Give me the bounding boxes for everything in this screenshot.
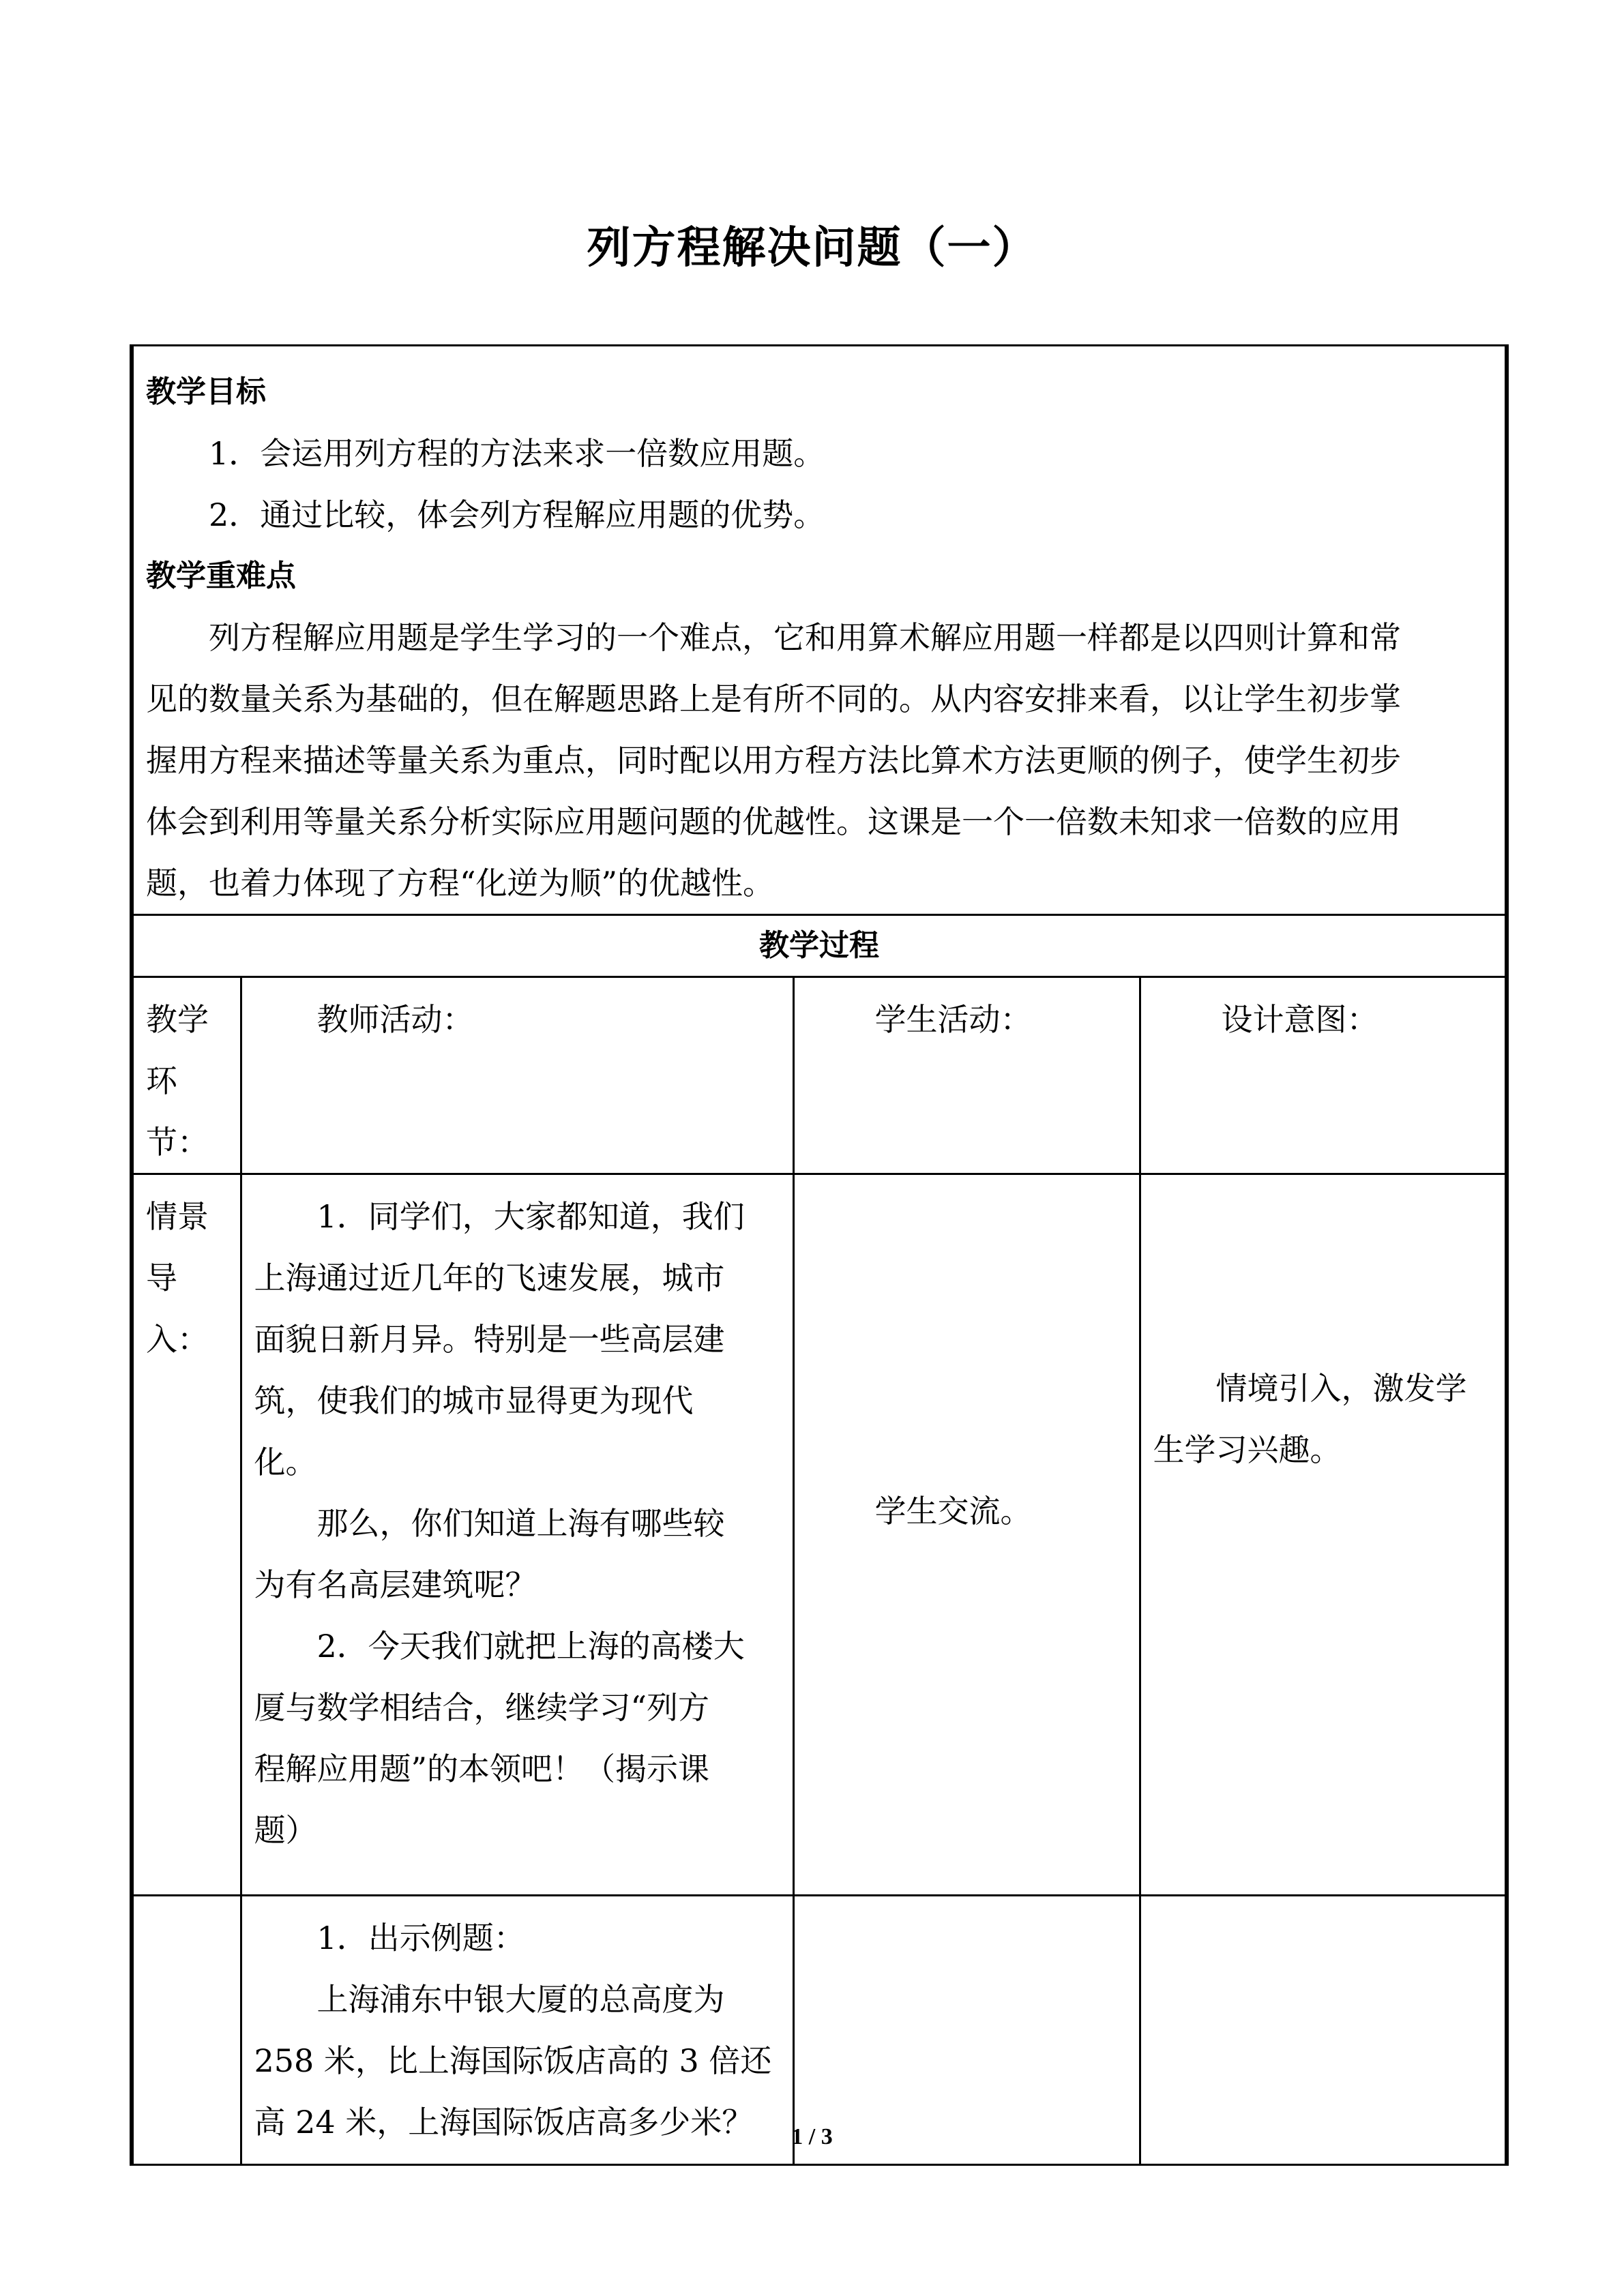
student-activity-header (793, 977, 1140, 1174)
stage-header-line: 环 (146, 1062, 177, 1099)
document-title: 列方程解决问题（一） (587, 223, 1037, 273)
teacher-line: 面貌日新月异。特别是一些高层建 (254, 1321, 725, 1358)
table-row (132, 1174, 1507, 1896)
student-activity-cell (793, 1174, 1140, 1896)
design-line: 情境引入，激发学 (1215, 1370, 1467, 1407)
lesson-plan-table (130, 344, 1509, 2166)
teacher-activity-cell (241, 1174, 793, 1896)
teacher-line: 上海浦东中银大厦的总高度为 (316, 1981, 725, 2018)
stage-cell (132, 1174, 241, 1896)
key-points-line: 列方程解应用题是学生学习的一个难点，它和用算术解应用题一样都是以四则计算和常 (209, 619, 1401, 656)
stage-header-line: 教学 (146, 1001, 209, 1038)
objective-item-1: 1．会运用列方程的方法来求一倍数应用题。 (209, 435, 825, 472)
stage-header (132, 977, 241, 1174)
teacher-line: 上海通过近几年的飞速发展，城市 (254, 1259, 725, 1296)
objective-item-2: 2．通过比较，体会列方程解应用题的优势。 (209, 496, 825, 533)
teacher-line: 258 米，比上海国际饭店高的 3 倍还 (254, 2042, 772, 2079)
teacher-line: 那么，你们知道上海有哪些较 (316, 1505, 725, 1542)
teacher-line: 筑，使我们的城市显得更为现代 (254, 1382, 694, 1419)
design-line: 生学习兴趣。 (1153, 1431, 1342, 1468)
stage-line: 导 (146, 1259, 177, 1296)
page-number: 1 / 3 (791, 2124, 833, 2149)
design-intent-cell (1140, 1174, 1507, 1896)
student-line: 学生交流。 (874, 1493, 1032, 1530)
teacher-line: 2．今天我们就把上海的高楼大 (316, 1628, 745, 1665)
design-header-label: 设计意图： (1221, 1001, 1378, 1038)
stage-line: 情景 (146, 1198, 209, 1235)
design-intent-header (1140, 977, 1507, 1174)
teacher-line: 题） (254, 1812, 317, 1849)
teacher-line: 1．同学们，大家都知道，我们 (316, 1198, 745, 1235)
key-points-heading: 教学重难点 (146, 558, 296, 593)
column-header-row (132, 977, 1507, 1174)
teacher-header-label: 教师活动： (316, 1001, 474, 1038)
student-header-label: 学生活动： (874, 1001, 1032, 1038)
teacher-line: 高 24 米，上海国际饭店高多少米？ (254, 2104, 754, 2141)
teacher-line: 为有名高层建筑呢？ (254, 1566, 537, 1603)
stage-line: 入： (146, 1321, 209, 1358)
objectives-heading: 教学目标 (146, 374, 266, 409)
process-heading: 教学过程 (759, 928, 879, 963)
process-heading-row (132, 915, 1507, 977)
teacher-line: 程解应用题”的本领吧！（揭示课 (254, 1750, 710, 1787)
objectives-section (132, 346, 1507, 915)
teacher-line: 厦与数学相结合，继续学习“列方 (254, 1689, 710, 1726)
teacher-line: 化。 (254, 1444, 317, 1480)
key-points-line: 握用方程来描述等量关系为重点，同时配以用方程方法比算术方法更顺的例子，使学生初步 (146, 742, 1401, 779)
key-points-line: 见的数量关系为基础的，但在解题思路上是有所不同的。从内容安排来看，以让学生初步掌 (146, 681, 1401, 717)
key-points-line: 题，也着力体现了方程“化逆为顺”的优越性。 (146, 865, 775, 901)
teacher-line: 1．出示例题： (316, 1920, 525, 1956)
teacher-activity-header (241, 977, 793, 1174)
stage-header-line: 节： (146, 1124, 209, 1161)
key-points-line: 体会到利用等量关系分析实际应用题问题的优越性。这课是一个一倍数未知求一倍数的应用 (146, 803, 1401, 840)
